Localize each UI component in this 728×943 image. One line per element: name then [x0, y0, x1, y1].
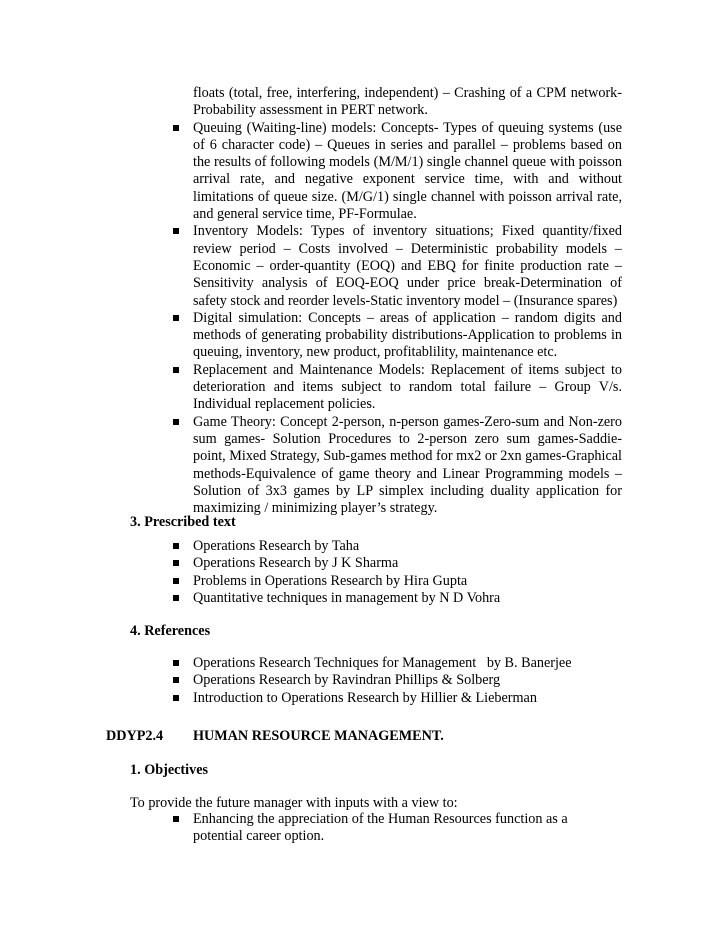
square-bullet-icon: [173, 367, 179, 373]
course-code: DDYP2.4: [106, 728, 164, 744]
list-item-text: Operations Research by J K Sharma: [193, 555, 399, 572]
references-list: [170, 655, 622, 707]
list-item: [170, 555, 622, 572]
square-bullet-icon: [173, 315, 179, 321]
list-item-text: Operations Research by Taha: [193, 538, 360, 554]
references-heading: 4. References: [130, 623, 211, 639]
topic-text: Digital simulation: Concepts – areas of application – random digits and methods of generating probability distributions-Application to problems in queuing, inventory, new product, profitablility, maintenance etc.: [193, 309, 622, 361]
list-item-text: Operations Research by Ravindran Phillips & Solberg: [193, 672, 501, 689]
list-item-text: Enhancing the appreciation of the Human Resources function as a potential career option.: [193, 811, 568, 845]
square-bullet-icon: [173, 816, 179, 822]
list-item: [170, 672, 622, 689]
square-bullet-icon: [173, 228, 179, 234]
square-bullet-icon: [173, 578, 179, 584]
square-bullet-icon: [173, 125, 179, 131]
objectives-intro: To provide the future manager with inputs with a view to:: [130, 795, 458, 811]
topics-list: [170, 85, 622, 517]
topic-text: Game Theory: Concept 2-person, n-person games-Zero-sum and Non-zero sum games- Solution Procedures to 2-person zero sum games-Saddie-point, Mixed Strategy, Sub-games method for mx2 or 2xn games-Graphical methods-Equivalence of game theory and Linear Programming models – Solution of 3x3 games by LP simplex including duality application for maximizing / minimizing player’s strategy.: [193, 413, 622, 517]
prescribed-text-heading: 3. Prescribed text: [130, 514, 236, 530]
topic-item: [170, 362, 622, 414]
objectives-list: [170, 811, 570, 846]
square-bullet-icon: [173, 677, 179, 683]
list-item: [170, 538, 622, 555]
list-item: [170, 655, 622, 672]
square-bullet-icon: [173, 560, 179, 566]
topic-text: Queuing (Waiting-line) models: Concepts- Types of queuing systems (use of 6 character code) – Queues in series and parallel – problems based on the results of following models (M/M/1) single channel queue with poisson arrival rate, and negative exponent service time, with and without limitations of queue size. (M/G/1) single channel with poisson arrival rate, and general service time, PF-Formulae.: [193, 119, 622, 223]
prescribed-list: [170, 538, 622, 607]
objectives-heading: 1. Objectives: [130, 762, 209, 778]
topic-text: Replacement and Maintenance Models: Replacement of items subject to deterioration and items subject to random total failure – Group V/s. Individual replacement policies.: [193, 361, 622, 413]
topic-item: [170, 310, 622, 362]
list-item-text: Introduction to Operations Research by Hillier & Lieberman: [193, 689, 537, 706]
square-bullet-icon: [173, 595, 179, 601]
square-bullet-icon: [173, 543, 179, 549]
topic-item: [170, 120, 622, 224]
course-title: HUMAN RESOURCE MANAGEMENT.: [193, 728, 444, 744]
list-item-text: Operations Research Techniques for Management by B. Banerjee: [193, 655, 572, 671]
topic-item: [170, 414, 622, 518]
topic-item: [170, 223, 622, 309]
square-bullet-icon: [173, 695, 179, 701]
square-bullet-icon: [173, 419, 179, 425]
list-item: [170, 811, 570, 846]
topic-item: [170, 85, 622, 120]
list-item-text: Problems in Operations Research by Hira Gupta: [193, 572, 468, 589]
list-item: [170, 690, 622, 707]
topic-text: Inventory Models: Types of inventory situations; Fixed quantity/fixed review period – Costs involved – Deterministic probability models – Economic – order-quantity (EOQ) and EBQ for finite production rate – Sensitivity analysis of EOQ-EOQ under price break-Determination of safety stock and reorder levels-Static inventory model – (Insurance spares): [193, 223, 622, 309]
list-item: [170, 573, 622, 590]
topic-text: floats (total, free, interfering, independent) – Crashing of a CPM network-Probability assessment in PERT network.: [193, 85, 622, 119]
list-item-text: Quantitative techniques in management by N D Vohra: [193, 589, 501, 606]
list-item: [170, 590, 622, 607]
square-bullet-icon: [173, 660, 179, 666]
